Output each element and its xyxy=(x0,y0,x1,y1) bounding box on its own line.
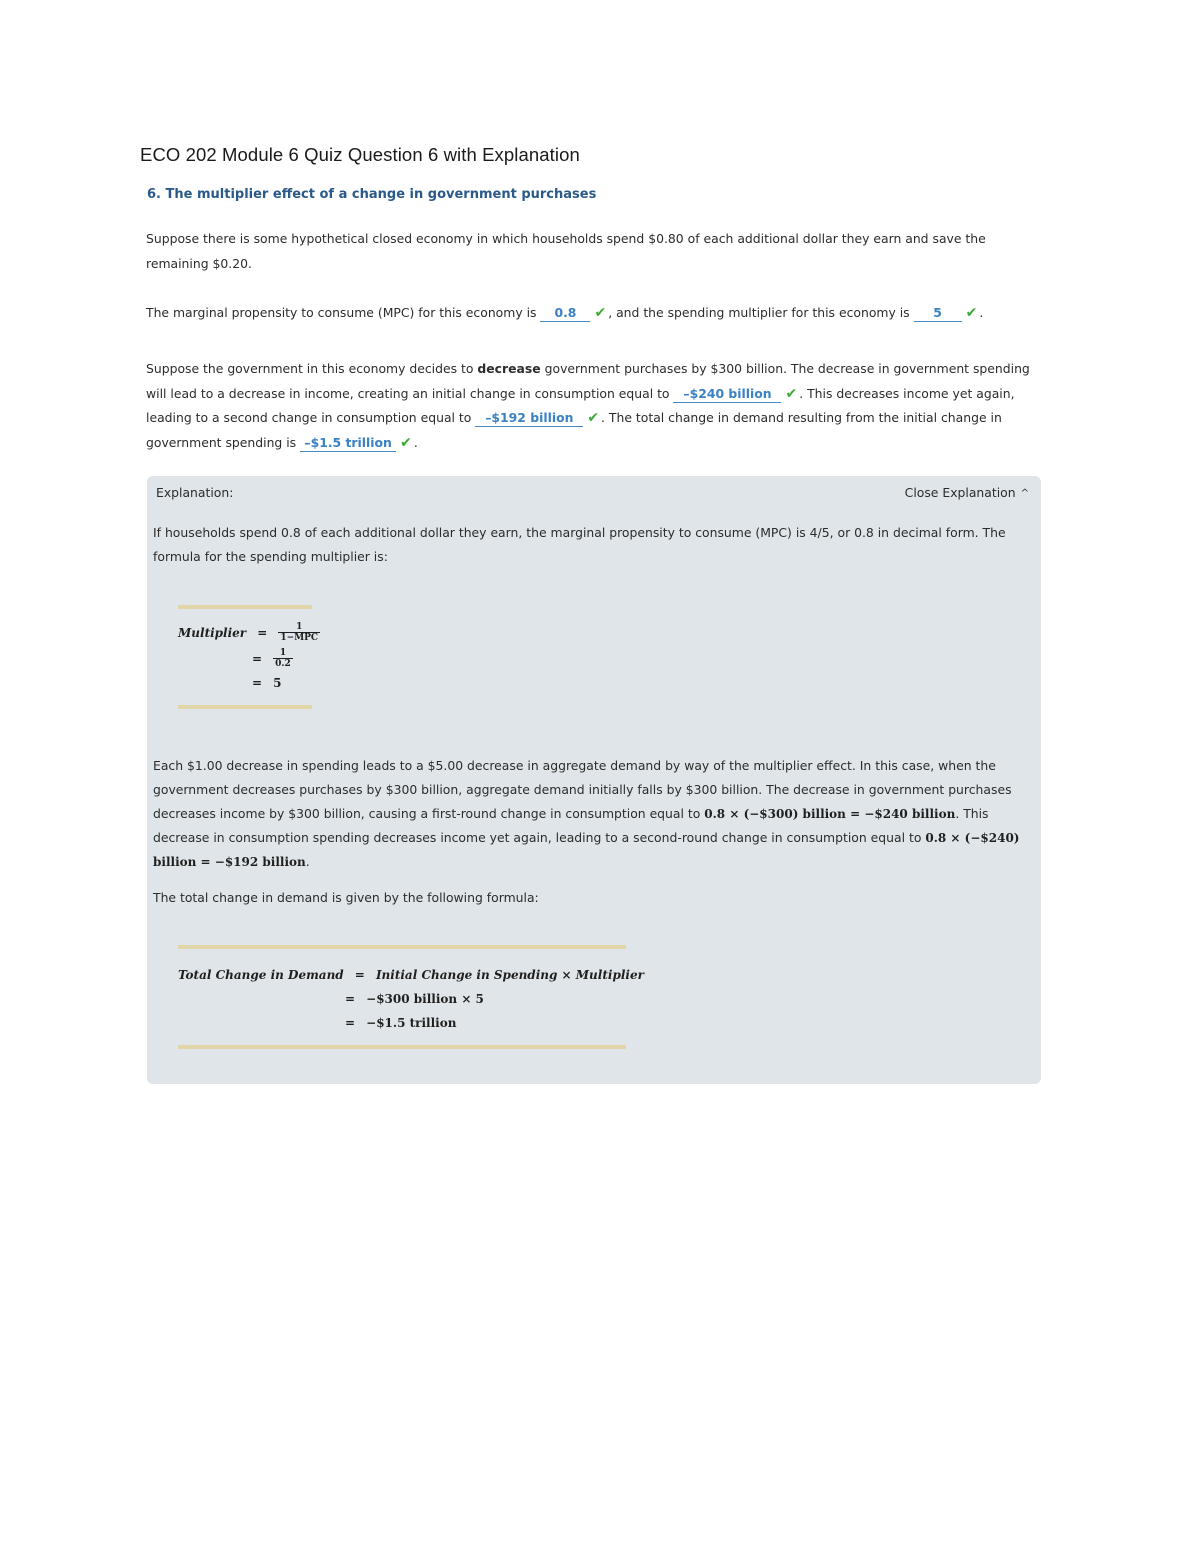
eq1-fraction-1-num: 1 xyxy=(278,622,320,633)
eq1-fraction-2-num: 1 xyxy=(273,648,293,659)
eq2-lhs: Total Change in Demand xyxy=(178,968,344,982)
mpc-answer-field[interactable]: 0.8 xyxy=(540,305,590,322)
total-change-answer-field[interactable]: –$1.5 trillion xyxy=(300,435,396,452)
explanation-paragraph-3: The total change in demand is given by the following formula: xyxy=(153,890,539,905)
explanation-label: Explanation: xyxy=(156,485,234,500)
mpc-text-before: The marginal propensity to consume (MPC) for this economy is xyxy=(146,305,537,320)
eq2-rhs-1: Initial Change in Spending × Multiplier xyxy=(375,968,644,982)
eq1-equals: = xyxy=(257,626,268,640)
document-title: ECO 202 Module 6 Quiz Question 6 with Explanation xyxy=(140,144,580,165)
eq2-rhs-3: −$1.5 trillion xyxy=(366,1016,457,1030)
mpc-text-mid: , and the spending multiplier for this economy is xyxy=(608,305,910,320)
gov-text-4: . The total change in demand resulting from the initial change in government spending is xyxy=(146,410,1002,450)
equation-rule-top xyxy=(178,945,626,949)
p2-text-end: . xyxy=(305,854,310,869)
gov-text-3: . This decreases income yet again, leading to a second change in consumption equal to xyxy=(146,385,1015,425)
multiplier-equation-row-1 xyxy=(178,622,320,643)
gov-text-5: . xyxy=(413,434,418,450)
eq1-equals: = xyxy=(252,676,263,690)
eq1-lhs: Multiplier xyxy=(178,626,247,640)
mpc-text-end: . xyxy=(979,305,984,320)
question-intro: Suppose there is some hypothetical closed economy in which households spend $0.80 of each additional dollar they earn and save the remaining $0.20. xyxy=(146,231,986,271)
correct-check-icon: ✔ xyxy=(594,305,607,321)
eq2-equals: = xyxy=(345,1016,356,1030)
multiplier-answer-field[interactable]: 5 xyxy=(914,305,962,322)
eq1-fraction-1 xyxy=(278,622,320,643)
equation-rule-top xyxy=(178,605,312,609)
eq2-equals: = xyxy=(354,968,365,982)
mpc-question xyxy=(146,301,1051,326)
p2-math-second-round: 0.8 × (−$240) billion = −$192 billion xyxy=(153,831,1020,869)
question-heading: 6. The multiplier effect of a change in government purchases xyxy=(147,187,597,202)
total-change-equation-row-3 xyxy=(345,1012,456,1031)
equation-rule-bottom xyxy=(178,1045,626,1049)
total-change-equation-row-2 xyxy=(345,988,484,1007)
eq2-equals: = xyxy=(345,992,356,1006)
p2-text: Each $1.00 decrease in spending leads to a $5.00 decrease in aggregate demand by way of the multiplier effect. In this case, when the government decreases purchases by $300 billion, aggregate demand initially falls by $300 billion. The decrease in government purchases decreases income by $300 billion, causing a first-round change in consumption equal to xyxy=(153,758,1012,821)
explanation-paragraph-1: If households spend 0.8 of each additional dollar they earn, the marginal propensity to consume (MPC) is 4/5, or 0.8 in decimal form. The formula for the spending multiplier is: xyxy=(153,525,1006,564)
correct-check-icon: ✔ xyxy=(587,410,600,426)
gov-text-2: government purchases by $300 billion. The decrease in government spending will lead to a decrease in income, creating an initial change in consumption equal to xyxy=(146,361,1030,401)
p2-text-mid: . This decrease in consumption spending decreases income yet again, leading to a second-round change in consumption equal to xyxy=(153,806,989,845)
eq1-fraction-2-den: 0.2 xyxy=(275,659,291,669)
multiplier-equation-row-2 xyxy=(252,648,293,669)
gov-text-1: Suppose the government in this economy decides to xyxy=(146,361,474,376)
multiplier-equation-row-3 xyxy=(252,672,282,691)
second-change-answer-field[interactable]: –$192 billion xyxy=(475,410,583,427)
equation-rule-bottom xyxy=(178,705,312,709)
eq1-equals: = xyxy=(252,652,263,666)
first-change-answer-field[interactable]: –$240 billion xyxy=(673,386,781,403)
gov-text-bold: decrease xyxy=(477,361,541,376)
eq1-result: 5 xyxy=(273,676,282,690)
close-explanation-button[interactable] xyxy=(905,485,1029,500)
close-explanation-label: Close Explanation xyxy=(904,485,1016,500)
correct-check-icon: ✔ xyxy=(785,385,798,402)
government-question xyxy=(146,357,1051,455)
correct-check-icon: ✔ xyxy=(965,305,978,321)
eq1-fraction-1-den: 1−MPC xyxy=(280,633,319,643)
explanation-paragraph-2 xyxy=(153,754,1031,874)
explanation-panel xyxy=(147,476,1041,1084)
total-change-equation-row-1 xyxy=(178,964,644,983)
eq2-rhs-2: −$300 billion × 5 xyxy=(366,992,484,1006)
correct-check-icon: ✔ xyxy=(400,434,412,451)
eq1-fraction-2 xyxy=(273,648,293,669)
chevron-up-icon: ^ xyxy=(1020,488,1029,499)
p2-math-first-round: 0.8 × (−$300) billion = −$240 billion xyxy=(704,807,956,821)
